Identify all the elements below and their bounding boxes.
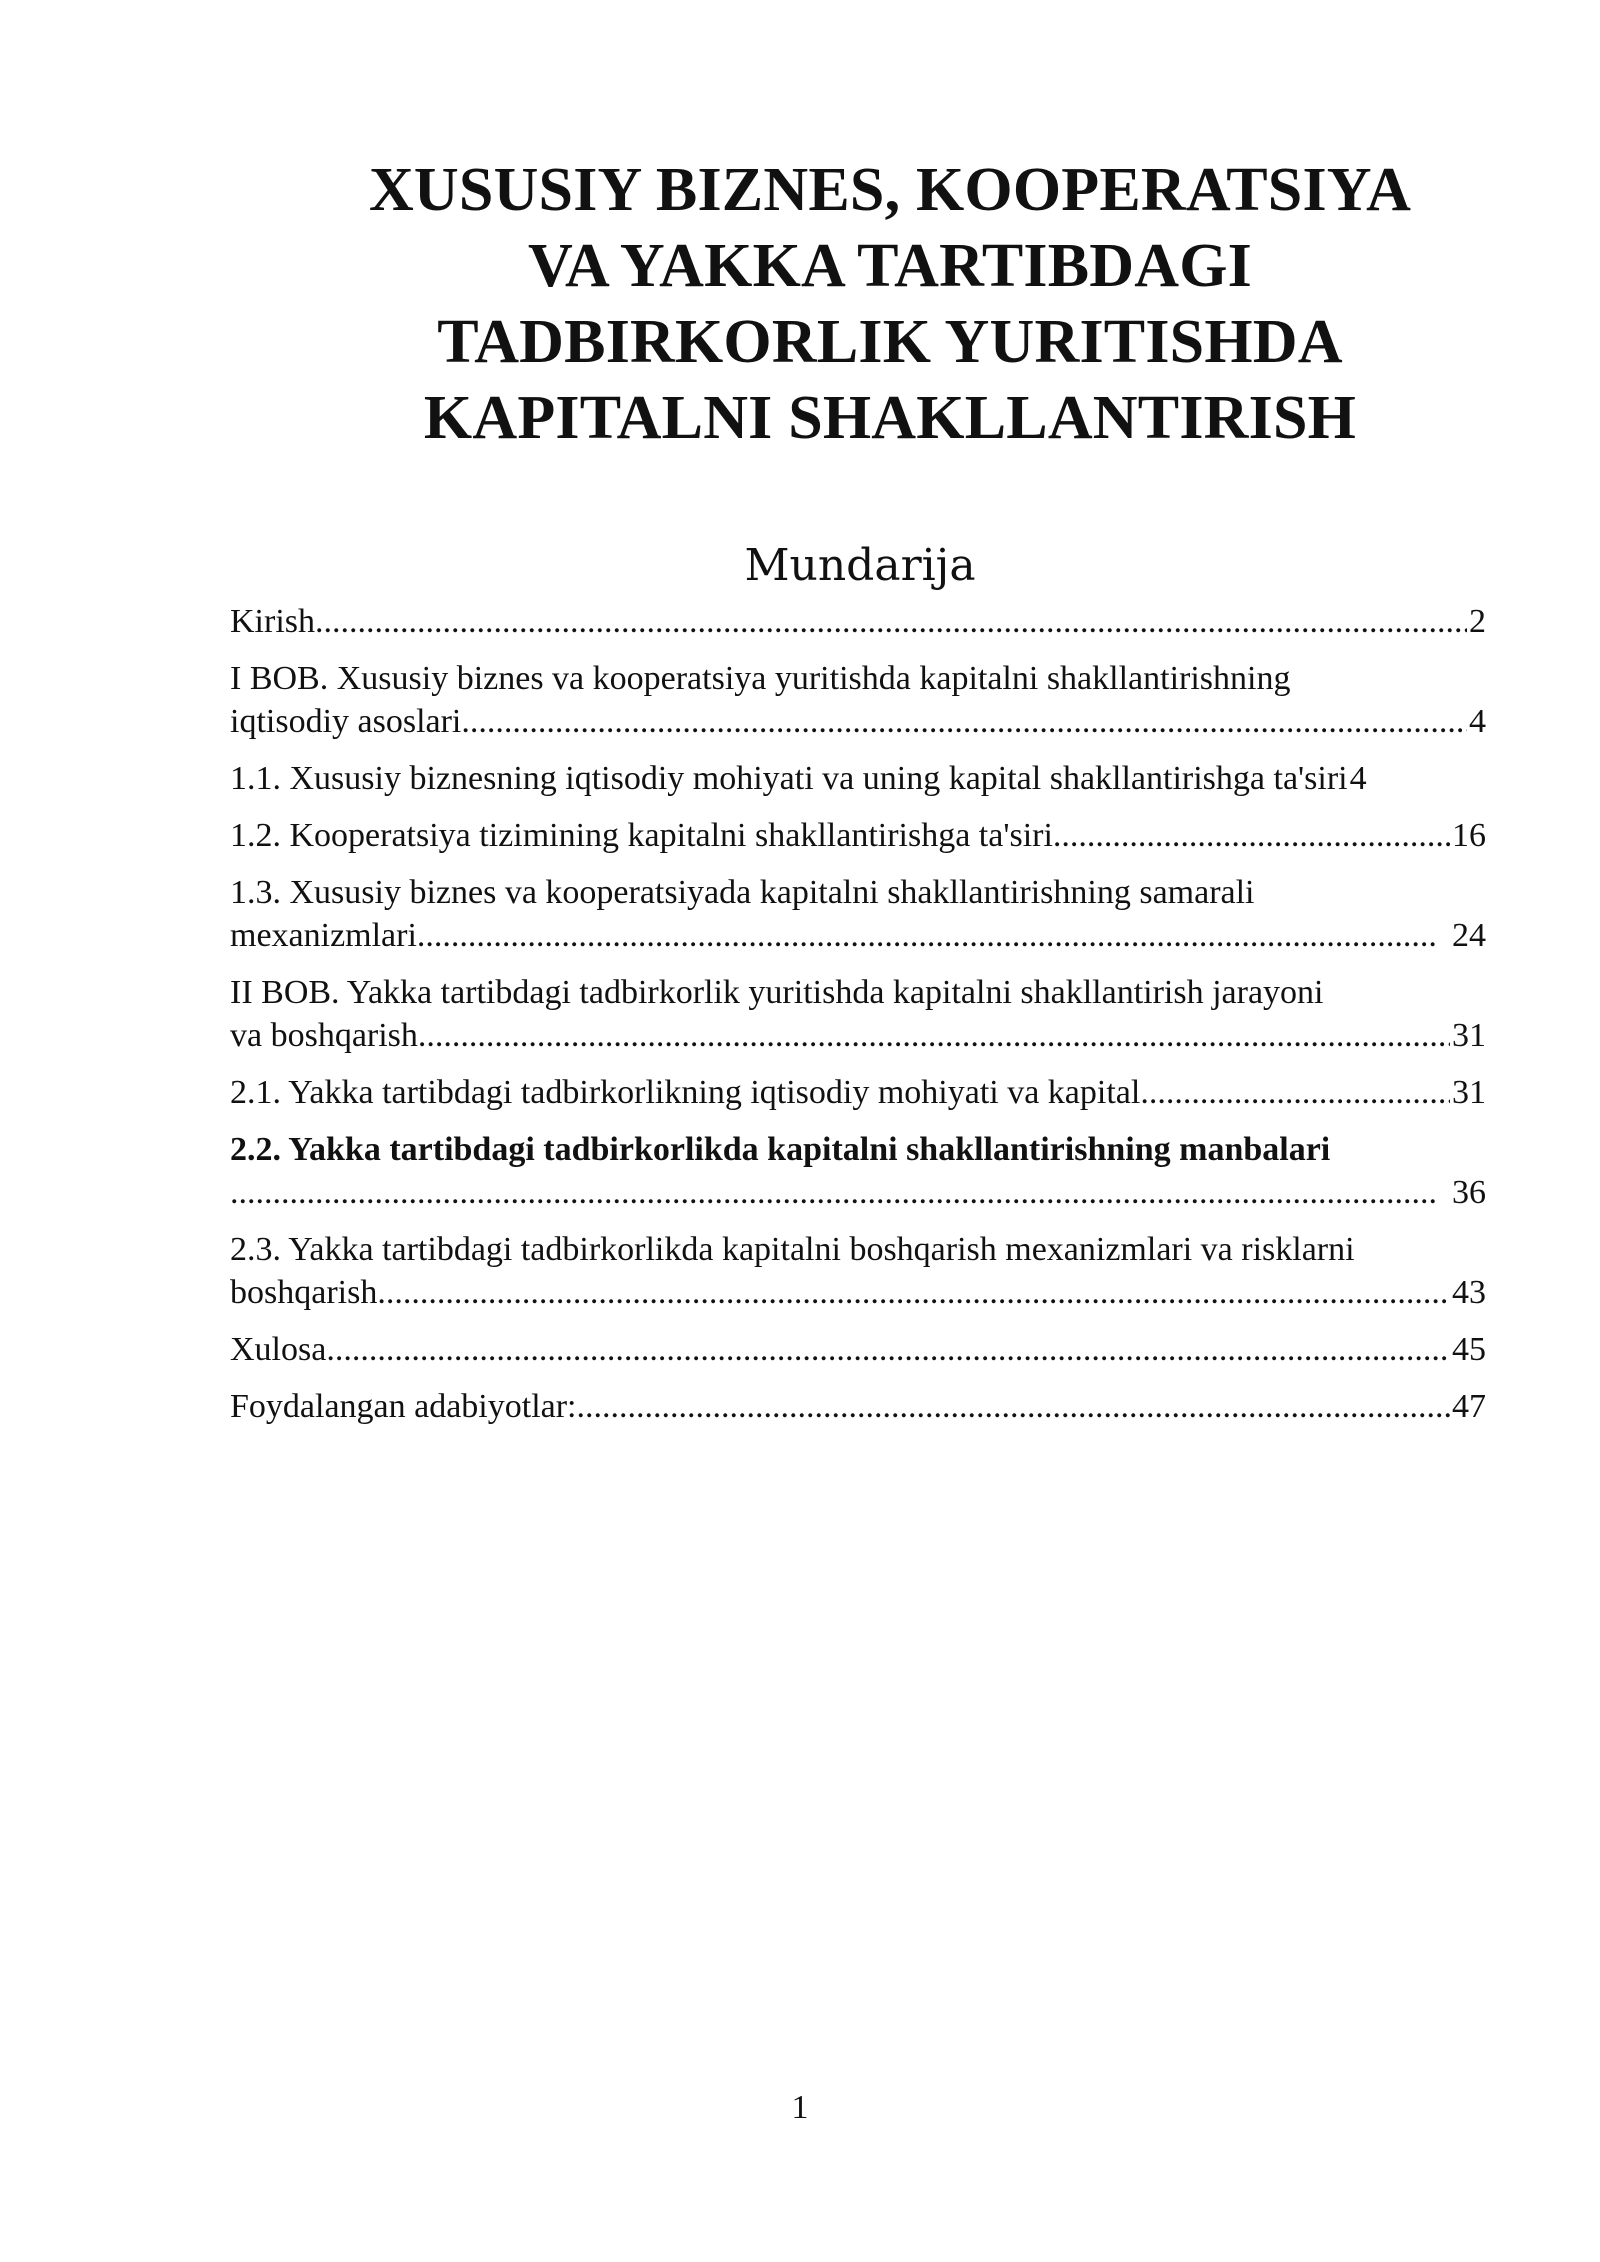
document-title xyxy=(330,152,1450,456)
toc-line xyxy=(230,1271,1486,1314)
toc-entry-chapter-2[interactable] xyxy=(230,971,1486,1057)
toc-line xyxy=(230,700,1486,743)
toc-entry-2-1[interactable] xyxy=(230,1071,1486,1114)
toc-leader-dots xyxy=(377,1271,1450,1314)
toc-entry-1-3[interactable] xyxy=(230,871,1486,957)
toc-entry-1-1[interactable] xyxy=(230,757,1486,800)
toc-line xyxy=(230,1014,1486,1057)
toc-entry-1-2[interactable] xyxy=(230,814,1486,857)
toc-entry-page: 4 xyxy=(1349,760,1367,797)
toc-leader-dots xyxy=(326,1328,1450,1371)
toc-entry-page: 43 xyxy=(1452,1274,1486,1311)
toc-entry-text: Kirish xyxy=(230,603,315,640)
toc-leader-dots xyxy=(418,1014,1450,1057)
toc-entry-2-2[interactable] xyxy=(230,1128,1486,1214)
title-line-3: TADBIRKORLIK YURITISHDA xyxy=(437,308,1343,376)
toc-line xyxy=(230,1071,1486,1114)
toc-line xyxy=(230,1328,1486,1371)
toc-entry-text: boshqarish xyxy=(230,1274,378,1311)
toc-entry-page: 4 xyxy=(1469,703,1486,740)
toc-entry-page: 31 xyxy=(1452,1074,1486,1111)
table-of-contents xyxy=(230,600,1486,1442)
toc-entry-text: Foydalangan adabiyotlar: xyxy=(230,1388,577,1425)
toc-line xyxy=(230,1385,1486,1428)
toc-entry-page: 24 xyxy=(1452,917,1486,954)
toc-entry-text-line-1: 1.3. Xususiy biznes va kooperatsiyada kapitalni shakllantirishning samarali xyxy=(230,874,1255,911)
toc-line xyxy=(230,1171,1486,1214)
toc-leader-dots xyxy=(315,600,1467,643)
toc-line xyxy=(230,600,1486,643)
toc-leader-dots xyxy=(577,1385,1450,1428)
toc-entry-text: iqtisodiy asoslari xyxy=(230,703,462,740)
toc-entry-references[interactable] xyxy=(230,1385,1486,1428)
toc-entry-page: 36 xyxy=(1452,1174,1486,1211)
toc-leader-dots xyxy=(461,700,1467,743)
toc-entry-text-line-1: I BOB. Xususiy biznes va kooperatsiya yuritishda kapitalni shakllantirishning xyxy=(230,660,1291,697)
toc-entry-text-line-1: II BOB. Yakka tartibdagi tadbirkorlik yuritishda kapitalni shakllantirish jarayoni xyxy=(230,974,1324,1011)
toc-line xyxy=(230,814,1486,857)
title-line-2: VA YAKKA TARTIBDAGI xyxy=(527,232,1253,300)
toc-entry-page: 31 xyxy=(1452,1017,1486,1054)
toc-entry-text: 1.2. Kooperatsiya tizimining kapitalni shakllantirishga ta'siri xyxy=(230,817,1053,854)
toc-entry-text: 2.1. Yakka tartibdagi tadbirkorlikning iqtisodiy mohiyati va kapital xyxy=(230,1074,1141,1111)
toc-line xyxy=(230,757,1486,800)
toc-leader-dots xyxy=(230,1171,1438,1214)
page-number: 1 xyxy=(791,2089,809,2126)
toc-entry-page: 2 xyxy=(1469,603,1486,640)
toc-entry-page: 45 xyxy=(1452,1331,1486,1368)
toc-entry-text: Xulosa xyxy=(230,1331,327,1368)
toc-entry-kirish[interactable] xyxy=(230,600,1486,643)
toc-entry-xulosa[interactable] xyxy=(230,1328,1486,1371)
toc-entry-page: 47 xyxy=(1452,1388,1486,1425)
toc-entry-text: 1.1. Xususiy biznesning iqtisodiy mohiyati va uning kapital shakllantirishga ta'siri xyxy=(230,760,1348,797)
toc-entry-page: 16 xyxy=(1452,817,1486,854)
toc-entry-chapter-1[interactable] xyxy=(230,657,1486,743)
title-line-1: XUSUSIY BIZNES, KOOPERATSIYA xyxy=(368,156,1412,224)
toc-leader-dots xyxy=(1140,1071,1450,1114)
toc-entry-text: mexanizmlari xyxy=(230,917,417,954)
title-line-4: KAPITALNI SHAKLLANTIRISH xyxy=(423,384,1357,452)
toc-entry-text-line-1: 2.2. Yakka tartibdagi tadbirkorlikda kapitalni shakllantirishning manbalari xyxy=(230,1131,1331,1168)
toc-entry-text: va boshqarish xyxy=(230,1017,418,1054)
toc-heading: Mundarija xyxy=(744,540,976,591)
toc-line xyxy=(230,914,1486,957)
toc-leader-dots xyxy=(417,914,1438,957)
toc-entry-text-line-1: 2.3. Yakka tartibdagi tadbirkorlikda kapitalni boshqarish mexanizmlari va risklarni xyxy=(230,1231,1355,1268)
toc-entry-2-3[interactable] xyxy=(230,1228,1486,1314)
toc-leader-dots xyxy=(1053,814,1450,857)
